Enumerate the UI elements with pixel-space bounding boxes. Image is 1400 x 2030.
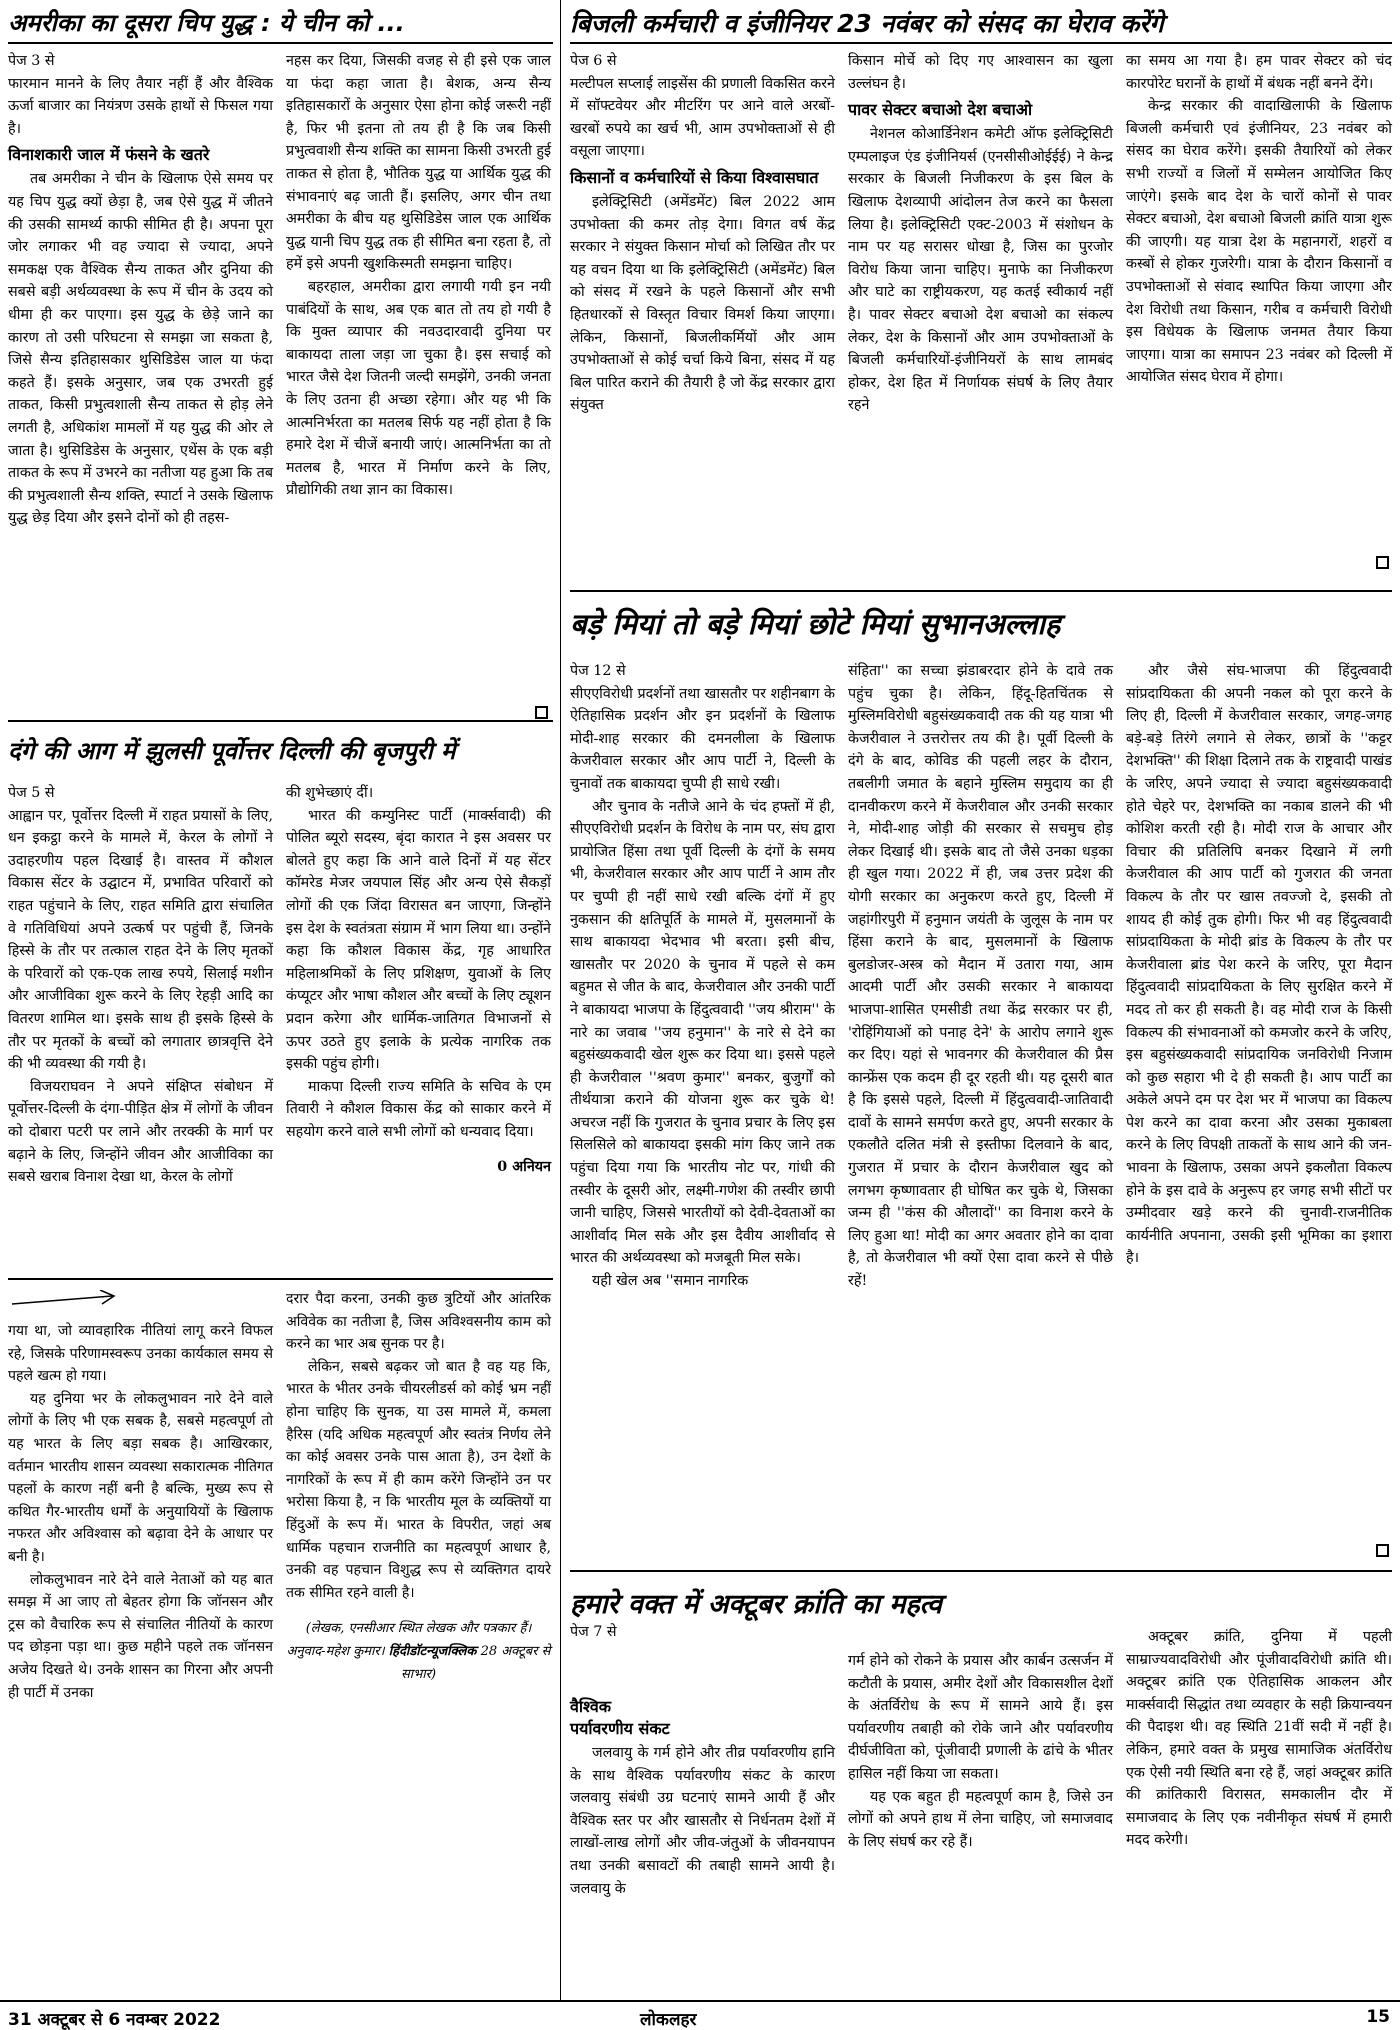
headline-bade-miyan: बड़े मियां तो बड़े मियां छोटे मियां सुभानअल्लाह (570, 607, 1061, 641)
paragraph: यह दुनिया भर के लोकलुभावन नारे देने वाले लोगों के लिए भी एक सबक है, सबसे महत्वपूर्ण तो यह भारत के लिए बड़ा सबक है। आखिरकार, वर्तमान भारतीय शासन व्यवस्था सकारात्मक नीतिगत पहलों के कारण नहीं बनी है बल्कि, मुख्य रूप से कथित गैर-भारतीय धर्मों के अनुयायियों के खिलाफ नफरत और अविश्वास को बढ़ावा देने के आधार पर बनी है। (8, 1390, 273, 1565)
headline-electricity: बिजली कर्मचारी व इंजीनियर 23 नवंबर को संसद का घेराव करेंगे (570, 9, 1164, 38)
paragraph: माकपा दिल्ली राज्य समिति के सचिव के एम तिवारी ने कौशल विकास केंद्र को साकार करने में सहयोग करने वाले सभी लोगों को धन्यवाद दिया। (286, 1078, 551, 1140)
paragraph: गर्म होने को रोकने के प्रयास और कार्बन उत्सर्जन में कटौती के प्रयास, अमीर देशों और विकासशील देशों के अंतर्विरोध के रूप में सामने आये हैं। इस पर्यावरणीय तबाही को रोके जाने और पर्यावरणीय दीर्घजीविता को, पूंजीवादी प्रणाली के ढांचे के भीतर हासिल नहीं किया जा सकता। (848, 1653, 1113, 1782)
issue-date: 31 अक्टूबर से 6 नवम्बर 2022 (8, 2010, 221, 2030)
paragraph: बहरहाल, अमरीका द्वारा लगायी गयी इन नयी पाबंदियों के साथ, अब एक बात तो तय हो गयी है कि मुक्त व्यापार की नवउदारवादी दुनिया पर बाकायदा ताला जड़ा जा चुका है। इस सचाई को भारत जैसे देश जितनी जल्दी समझेंगे, उनकी जनता के लिए उतना ही अच्छा रहेगा। और यह भी कि आत्मनिर्भरता का मतलब सिर्फ यह नहीं होता है कि हमारे देश में चीजें बनायी जाएं। आत्मनिर्भता का तो मतलब है, भारत में निर्माण करने के लिए, प्रौद्योगिकी तथा ज्ञान का विकास। (286, 278, 551, 499)
bademiyan-column-3 (1126, 660, 1392, 1270)
subheading-line-1: वैश्विक (570, 1697, 612, 1716)
october-column-3 (1126, 1626, 1392, 1852)
paragraph: लोकलुभावन नारे देने वाले नेताओं को यह बात समझ में आ जाए तो बेहतर होगा कि जॉनसन और ट्रस को वैचारिक रूप से संचालित नीतियों के कारण पद छोड़ना पड़ा था। कुछ महीने पहले तक जॉनसन अजेय दिखते थे। उनके शासन का गिरना और अपनी ही पार्टी में उनका (8, 1571, 273, 1701)
paragraph: गया था, जो व्यावहारिक नीतियां लागू करने विफल रहे, जिसके परिणामस्वरूप उनका कार्यकाल समय से पहले खत्म हो गया। (8, 1323, 273, 1385)
subheading-line-2: पर्यावरणीय संकट (570, 1719, 670, 1738)
subheading: किसानों व कर्मचारियों से किया विश्वासघात (570, 167, 819, 187)
paragraph: की शुभेच्छाएं दीं। (286, 785, 374, 801)
headline-october-revolution: हमारे वक्त में अक्टूबर क्रांति का महत्व (570, 1589, 942, 1620)
end-of-article-box (1376, 1544, 1389, 1557)
sunak-column-1 (8, 1320, 273, 1704)
author-credit (286, 1618, 551, 1686)
electricity-column-3 (1126, 50, 1392, 389)
rule-bademiyan-top (570, 590, 1392, 592)
chip-war-column-2 (286, 50, 551, 502)
end-of-article-box (535, 706, 548, 719)
paragraph: सीएएविरोधी प्रदर्शनों तथा खासतौर पर शहीनबाग के ऐतिहासिक प्रदर्शन और इन प्रदर्शनों के खिलाफ मोदी-शाह सरकार की दमनलीला के खिलाफ केजरीवाल सरकार और आप पार्टी ने, दिल्ली के चुनावों तक बाकायदा चुप्पी ही साधे रखी। (570, 685, 835, 792)
paragraph: मल्टीपल सप्लाई लाइसेंस की प्रणाली विकसित करने में सॉफ्टवेयर और मीटरिंग पर आने वाले अरबों-खरबों रुपये का खर्च भी, आम उपभोक्ताओं से ही वसूला जाएगा। (570, 75, 835, 160)
page-footer (0, 2003, 1400, 2030)
subheading: पावर सेक्टर बचाओ देश बचाओ (848, 100, 1033, 120)
subheading: विनाशकारी जाल में फंसने के खतरे (8, 145, 210, 165)
paragraph: केन्द्र सरकार की वादाखिलाफी के खिलाफ बिजली कर्मचारी एवं इंजीनियर, 23 नवंबर को संसद का घेराव करेंगे। इसकी तैयारियों को लेकर सभी राज्यों व जिलों में सम्मेलन आयोजित किए जाएंगे। इसके बाद देश के चारों कोनों से पावर सेक्टर बचाओ, देश बचाओ बिजली क्रांति यात्रा शुरू की जाएगी। यह यात्रा देश के महानगरों, शहरों व कस्बों से होकर गुजरेगी। यात्रा के दौरान किसानों व उपभोक्ताओं से संवाद स्थापित किया जाएगा और देश विरोधी तथा किसान, गरीब व कर्मचारी विरोधी इस विधेयक के खिलाफ जनमत तैयार किया जाएगा। यात्रा का समापन 23 नवंबर को दिल्ली में आयोजित संसद घेराव में होगा। (1126, 98, 1392, 386)
paragraph: किसान मोर्चे को दिए गए आश्वासन का खुला उल्लंघन है। (848, 53, 1113, 92)
paragraph: आह्वान पर, पूर्वोत्तर दिल्ली में राहत प्रयासों के लिए, धन इकट्ठा करने के मामले में, केरल के लोगों ने उदाहरणीय पहल दिखाई है। वास्तव में कौशल विकास सेंटर के उद्घाटन में, प्रभावित परिवारों को राहत पहुंचाने के लिए, राहत समिति द्वारा संचालित वे गतिविधियां अपने उत्कर्ष पर पहुंची हैं, जिनके हिस्से के तौर पर तत्काल राहत देने के लिए मृतकों के परिवारों को एक-एक लाख रुपये, सिलाई मशीन और आजीविका शुरू करने के लिए रेहड़ी आदि का वितरण शामिल था। इसके साथ ही इसके हिस्से के तौर पर मृतकों के बच्चों को लगातार छात्रवृत्ति देने की भी व्यवस्था की गयी है। (8, 807, 273, 1073)
paragraph: और जैसे संघ-भाजपा की हिंदुत्ववादी सांप्रदायिकता की अपनी नकल को पूरा करने के लिए ही, दिल्ली में केजरीवाल सरकार, जगह-जगह बड़े-बड़े तिरंगे लगाने से लेकर, छात्रों के ''कट्टर देशभक्ति'' की शिक्षा दिलाने तक के राष्ट्रवादी पाखंड के जरिए, अपने ज्यादा से ज्यादा बहुसंख्यकवादी होते चेहरे पर, देशभक्ति का नकाब डालने की भी कोशिश करती रही है। मोदी राज के आचार और विचार की प्रतिलिपि बनकर दिखाने में लगी केजरीवाल की आप पार्टी को गुजरात की जनता विकल्प के तौर पर खास तवज्जो दे, इसकी तो शायद ही कोई तुक होगी। फिर भी वह हिंदुत्ववादी सांप्रदायिकता के मोदी ब्रांड के विकल्प के तौर पर केजरीवाला ब्रांड पेश करने के जरिए, पूरा मैदान हिंदुत्ववादी सांप्रदायिकता के लिए सुरक्षित करने में मदद तो कर ही सकती है। वह मोदी राज के किसी विकल्प की संभावनाओं को कमजोर करने के जरिए, इस बहुसंख्यकवादी सांप्रदायिक जनविरोधी निजाम को कुछ सहारा भी दे ही सकती है। आप पार्टी का अकेले अपने दम पर देश भर में भाजपा का विकल्प पेश करने का दावा करना और उसका मुकाबला करने के लिए विपक्षी ताकतों के साथ आने की जन-भावना के खिलाफ, उसका अपने इकलौता विकल्प होने के इस दावे के अनुरूप हर जगह सभी सीटों पर उम्मीदवार खड़े करने की चुनावी-राजनीतिक कार्यनीति अपनाना, उसकी इसी भूमिका का इशारा है। (1126, 663, 1392, 1267)
subheading (570, 1696, 835, 1740)
page-number: 15 (1366, 2007, 1390, 2027)
paragraph: लेकिन, सबसे बढ़कर जो बात है वह यह कि, भारत के भीतर उनके चीयरलीडर्स को कोई भ्रम नहीं होना चाहिए कि सुनक, या उस मामले में, कमला हैरिस (यदि अधिक महत्वपूर्ण और स्वतंत्र निर्णय लेने का कोई अवसर उनके पास आता है), उन देशों के नागरिकों के रूप में ही काम करेंगे जिन्होंने उन पर भरोसा किया है, न कि भारतीय मूल के व्यक्तियों या हिंदुओं के रूप में। भारत के विपरीत, जहां अब धार्मिक पहचान राजनीति का महत्वपूर्ण आधार है, उनकी वह पहचान विशुद्ध रूप से व्यक्तिगत दायरे तक सीमित रहने वाली है। (286, 1358, 551, 1601)
paragraph: तब अमरीका ने चीन के खिलाफ ऐसे समय पर यह चिप युद्ध क्यों छेड़ा है, जब ऐसे युद्ध में जीतने की उसकी सामर्थ्य काफी सीमित ही है। अपना पूरा जोर लगाकर भी वह ज्यादा से ज्यादा, अपने समकक्ष एक वैश्विक सैन्य ताकत और दुनिया की सबसे बड़ी अर्थव्यवस्था के रूप में चीन के उदय को धीमा ही कर पाएगा। इस युद्ध के छेड़े जाने का कारण तो उसी परिघटना से समझा जा सकता है, जिसे सैन्य इतिहासकार थुसिडिडेस जाल या फंदा कहते हैं। इसके अनुसार, जब एक उभरती हुई ताकत, किसी प्रभुत्वशाली सैन्य ताकत से होड़ लेने लगती है, अधिकांश मामलों में यह युद्ध की ओर ले जाता है। थुसिडिडेस के अनुसार, एथेंस के एक बड़ी ताकत के रूप में उभरने का नतीजा यह हुआ कि तब की प्रभुत्वशाली सैन्य शक्ति, स्पार्टा ने उसके खिलाफ युद्ध छेड़ दिया और इसने दोनों को ही तहस- (8, 171, 273, 527)
rule-sunak-top (8, 1278, 553, 1280)
continuation-arrow-icon (10, 1290, 120, 1314)
headline-brijpuri: दंगे की आग में झुलसी पूर्वोत्तर दिल्ली की बृजपुरी में (8, 737, 456, 765)
paragraph: नहस कर दिया, जिसकी वजह से ही इसे एक जाल या फंदा कहा जाता है। बेशक, अन्य सैन्य इतिहासकारों के अनुसार ऐसा होना कोई जरूरी नहीं है, फिर भी इतना तो तय ही है कि जब किसी प्रभुत्ववाशी सैन्य शक्ति का सामना किसी उभरती हुई ताकत से होता है, भौतिक युद्ध या आर्थिक युद्ध की संभावनाएं बढ़ जाती हैं। इसलिए, अगर चीन तथा अमरीका के बीच यह थुसिडिडेस जाल एक आर्थिक युद्ध यानी चिप युद्ध तक ही सीमित बना रहता है, तो हमें इसे अपनी खुशकिस्मती समझना चाहिए। (286, 53, 551, 273)
continued-from: पेज 7 से (570, 1624, 617, 1640)
publication-name: लोकलहर (640, 2010, 697, 2030)
rule-brijpuri-top (8, 720, 553, 722)
paragraph: फारमान मानने के लिए तैयार नहीं हैं और वैश्विक ऊर्जा बाजार का नियंत्रण उसके हाथों से फिसल गया है। (8, 75, 273, 137)
paragraph: यह एक बहुत ही महत्वपूर्ण काम है, जिसे उन लोगों को अपने हाथ में लेना चाहिए, जो समाजवाद के लिए संघर्ष कर रहे हैं। (848, 1788, 1113, 1850)
sunak-column-2 (286, 1288, 551, 1686)
paragraph: का समय आ गया है। हम पावर सेक्टर को चंद कारपोरेट घरानों के हाथों में बंधक नहीं बनने देंगे। (1126, 53, 1392, 92)
paragraph: विजयराघवन ने अपने संक्षिप्त संबोधन में पूर्वोत्तर-दिल्ली के दंगा-पीड़ित क्षेत्र में लोगों के जीवन को दोबारा पटरी पर लाने और तरक्की के मार्ग पर बढ़ाने के लिए, जिन्होंने जीवन और आजीविका का सबसे खराब विनाश देखा था, केरल के लोगों (8, 1078, 273, 1186)
bademiyan-column-1 (570, 660, 835, 1293)
electricity-column-2 (848, 50, 1113, 417)
chip-war-column-1 (8, 50, 273, 530)
credit-date: 28 अक्टूबर से साभार) (400, 1643, 551, 1682)
credit-source: हिंदीडॉटन्यूजक्लिक (388, 1643, 477, 1659)
paragraph: जलवायु के गर्म होने और तीव्र पर्यावरणीय हानि के साथ वैश्विक पर्यावरणीय संकट के कारण जलवायु संबंधी उग्र घटनाएं सामने आयी हैं और वैश्विक स्तर पर और खासतौर से निर्धनतम देशों में लाखों-लाख लोगों और जीव-जंतुओं के जीवनयापन तथा उनकी बसावटों की तबाही सामने आयी है। जलवायु के (570, 1745, 835, 1897)
electricity-column-1 (570, 50, 835, 417)
paragraph: अक्टूबर क्रांति, दुनिया में पहली साम्राज्यवादविरोधी और पूंजीवादविरोधी क्रांति थी। अक्टूबर क्रांति एक ऐतिहासिक आकलन और मार्क्सवादी सिद्धांत तथा व्यवहार के सही क्रियान्वयन की पैदाइश थी। वह स्थिति 21वीं सदी में नहीं है। लेकिन, हमारे वक्त के प्रमुख सामाजिक अंतर्विरोध एक ऐसी नयी स्थिति बना रहे हैं, जहां अक्टूबर क्रांति की क्रांतिकारी विरासत, समकालीन दौर में समाजवाद के लिए एक नवीनीकृत संघर्ष में हमारी मदद करेगी। (1126, 1629, 1392, 1849)
credit-text: (लेखक, एनसीआर स्थित लेखक और पत्रकार हैं। अनुवाद-महेश कुमार। (286, 1621, 532, 1659)
continued-from: पेज 12 से (570, 663, 626, 679)
column-divider (560, 640, 561, 2000)
paragraph: इलेक्ट्रिसिटी (अमेंडमेंट) बिल 2022 आम उपभोक्ता की कमर तोड़ देगा। विगत वर्ष केंद्र सरकार ने संयुक्त किसान मोर्चा को लिखित तौर पर यह वचन दिया था कि इलेक्ट्रिसिटी (अमेंडमेंट) बिल को संसद में रखने के पहले किसानों और सभी हितधारकों से विस्तृत विचार विमर्श किया जाएगा। लेकिन, किसानों, बिजलीकर्मियों और आम उपभोक्ताओं से कोई चर्चा किये बिना, संसद में यह बिल पारित कराने की तैयारी है जो केंद्र सरकार द्वारा संयुक्त (570, 193, 835, 414)
end-of-article-box (1376, 556, 1389, 569)
continued-from: पेज 6 से (570, 53, 617, 69)
rule-chip-war-top (8, 42, 553, 44)
bademiyan-column-2 (848, 660, 1113, 1293)
paragraph: संहिता'' का सच्चा झंडाबरदार होने के दावे तक पहुंच चुका है। लेकिन, हिंदू-हितचिंतक से मुस्लिमविरोधी बहुसंख्यकवादी तक की यह यात्रा भी केजरीवाल ने उत्तरोत्तर तय की है। पूर्वी दिल्ली के दंगे के बाद, कोविड की पहली लहर के दौरान, तबलीगी जमात के बहाने मुस्लिम समुदाय का ही दानवीकरण करने में केजरीवाल और उनकी सरकार ने, मोदी-शाह जोड़ी की सरकार से सचमुच होड़ लेकर दिखाई थी। इसके बाद तो जैसे उनका धड़का ही खुल गया। 2022 में ही, जब उत्तर प्रदेश की योगी सरकार का अनुकरण करते हुए, दिल्ली में जहांगीरपुरी में हनुमान जयंती के जुलूस के नाम पर हिंसा कराने के बाद, मुसलमानों के खिलाफ बुलडोजर-अस्त्र को मैदान में उतारा गया, आम आदमी पार्टी और उसकी सरकार ने बाकायदा भाजपा-शासित एमसीडी तथा केंद्र सरकार पर ही, 'रोहिंगियाओं को पनाह देने' के आरोप लगाने शुरू कर दिए। यहां से भावनगर की केजरीवाल की प्रैस कान्फ्रेंस एक कदम ही दूर रहती थी। यह दूसरी बात है कि इससे पहले, दिल्ली में हिंदुत्ववादी-जातिवादी दावों के सामने समर्पण करते हुए, अपनी सरकार के एकलौते दलित मंत्री से इस्तीफा दिलवाने के बाद, गुजरात में प्रचार के दौरान केजरीवाल खुद को लगभग कृष्णावतार ही घोषित कर चुके थे, जिसका जन्म ही ''कंस की औलादों'' का विनाश करने के लिए हुआ था! मोदी का अगर अवतार होने का दावा है, तो केजरीवाल भी क्यों ऐसा दावा करने से पीछे रहें! (848, 663, 1113, 1290)
brijpuri-column-2 (286, 782, 551, 1178)
rule-electricity-top (570, 42, 1392, 44)
october-column-1 (570, 1696, 835, 1900)
continued-from: पेज 3 से (8, 53, 55, 69)
headline-chip-war: अमरीका का दूसरा चिप युद्ध : ये चीन को ... (8, 9, 405, 37)
brijpuri-column-1 (8, 782, 273, 1189)
paragraph: और चुनाव के नतीजे आने के चंद हफ्तों में ही, सीएएविरोधी प्रदर्शन के विरोध के नाम पर, संघ द्वारा प्रायोजित हिंसा तथा पूर्वी दिल्ली के दंगों के समय भी, केजरीवाल सरकार और आप पार्टी ने आम तौर पर चुप्पी ही नहीं साधे रखी बल्कि दंगों में हुए नुकसान की क्षतिपूर्ति के मामले में, मुसलमानों के साथ बाकायदा भेदभाव भी बरता। इसी बीच, खासतौर पर 2020 के चुनाव में पहले से कम बहुमत से जीत के बाद, केजरीवाल और उनकी पार्टी ने बाकायदा भाजपा के हिंदुत्ववादी ''जय श्रीराम'' के नारे का जवाब ''जय हनुमान'' के नारे से देने का बहुसंख्यकवादी खेल शुरू कर दिया था। इससे पहले ही केजरीवाल ''श्रवण कुमार'' बनकर, बुजुर्गों को तीर्थयात्रा कराने की योजना शुरू कर चुके थे! अचरज नहीं कि गुजरात के चुनाव प्रचार के लिए इस सिलसिले को बाकायदा इसकी मांग किए जाने तक पहुंचा दिया गया कि भारतीय नोट पर, गांधी की तस्वीर के दूसरी ओर, लक्ष्मी-गणेश की तस्वीर छापी जानी चाहिए, जिससे भारतीयों को देवी-देवताओं का आशीर्वाद मिल सके और इस दैवीय आशीर्वाद से भारत की अर्थव्यवस्था को मजबूती मिल सके। (570, 798, 835, 1267)
paragraph: यही खेल अब ''समान नागरिक (592, 1273, 749, 1290)
october-column-2 (848, 1650, 1113, 1853)
paragraph: नेशनल कोआर्डिनेशन कमेटी ऑफ इलेक्ट्रिसिटी एम्पलाइज एंड इंजीनियर्स (एनसीसीओईईई) ने केन्द्र सरकार के बिजली निजीकरण के इस बिल के खिलाफ देशव्यापी आंदोलन तेज करने का फैसला लिया है। इलेक्ट्रिसिटी एक्ट-2003 में संशोधन के नाम पर यह सरासर धोखा है, जिस का पुरजोर विरोध किया जाना चाहिए। मुनाफे का निजीकरण और घाटे का राष्ट्रीयकरण, यह कतई स्वीकार्य नहीं है। पावर सेक्टर बचाओ देश बचाओ का संकल्प लेकर, देश के किसानों और आम उपभोक्ताओं के बिजली कर्मचारियों-इंजीनियरों के साथ लामबंद होकर, देश हित में निर्णायक संघर्ष के लिए तैयार रहने (848, 126, 1113, 414)
footer-rule (0, 2000, 1400, 2002)
rule-october-top (570, 1570, 1392, 1572)
paragraph: दरार पैदा करना, उनकी कुछ त्रुटियों और आंतरिक अविवेक का नतीजा है, जिस अविश्वसनीय काम को करने का भार अब सुनक पर है। (286, 1291, 551, 1353)
continued-from: पेज 5 से (8, 785, 55, 801)
byline: 0 अनियन (497, 1158, 551, 1175)
paragraph: भारत की कम्युनिस्ट पार्टी (मार्क्सवादी) की पोलित ब्यूरो सदस्य, बृंदा कारात ने इस अवसर पर बोलते हुए कहा कि आने वाले दिनों में यह सेंटर कॉमरेड मेजर जयपाल सिंह और अन्य ऐसे सैकड़ों लोगों की एक जिंदा विरासत बन जाएगा, जिन्होंने इस देश के स्वतंत्रता संग्राम में भाग लिया था। उन्होंने कहा कि कौशल विकास केंद्र, गृह आधारित महिलाश्रमिकों के लिए प्रशिक्षण, युवाओं के लिए कंप्यूटर और भाषा कौशल और बच्चों के लिए ट्यूशन प्रदान करेगा और धार्मिक-जातिगत विभाजनों से ऊपर उठते हुए इलाके के प्रत्येक नागरिक तक इसकी पहुंच होगी। (286, 807, 551, 1073)
column-divider (560, 0, 561, 640)
